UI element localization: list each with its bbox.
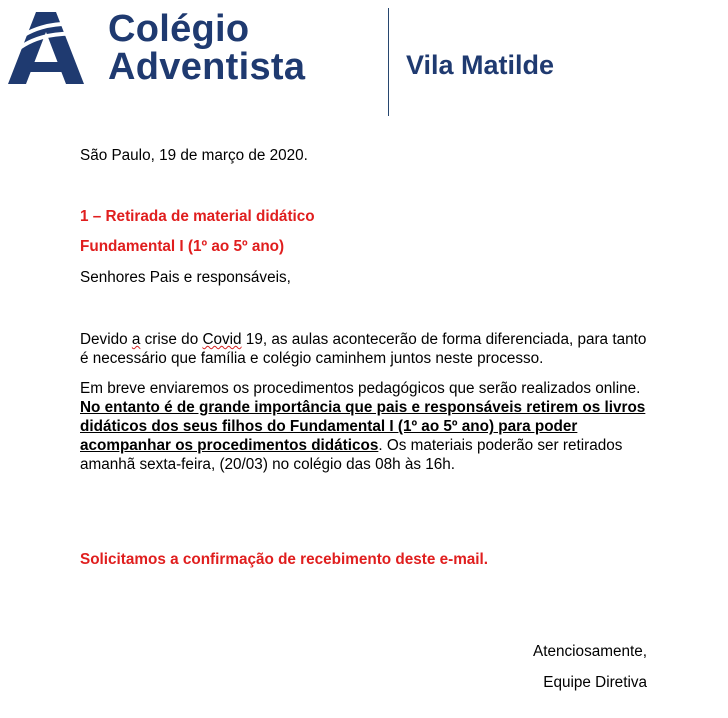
spelling-flag-covid: Covid: [202, 331, 242, 348]
school-unit-name: Vila Matilde: [406, 50, 555, 80]
para2-post: . Os materiais poderão ser retirados amanhã sexta-feira, (20/03) no colégio das 08h às 16h.: [80, 437, 623, 473]
para1-post: 19, as aulas acontecerão de forma diferenciada, para tanto é necessário que família e colégio caminhem juntos neste processo.: [80, 331, 647, 367]
section-heading: 1 – Retirada de material didático: [80, 208, 315, 225]
closing: Atenciosamente,: [533, 643, 647, 660]
paragraph-materials: [80, 379, 650, 474]
school-logo-wordmark: [108, 10, 305, 86]
para1-pre: Devido: [80, 331, 132, 348]
date-line: São Paulo, 19 de março de 2020.: [80, 147, 308, 164]
grammar-flag-a: a: [131, 331, 141, 348]
paragraph-covid: [80, 330, 650, 368]
logo-line-1: Colégio: [108, 8, 250, 50]
adventist-logo-icon: [8, 12, 84, 84]
salutation: Senhores Pais e responsáveis,: [80, 269, 291, 286]
para2-emphasis: No entanto é de grande importância que pais e responsáveis retirem os livros didáticos dos seus filhos do Fundamental I (1º ao 5º ano) para poder acompanhar os procedimentos didáticos: [80, 399, 646, 454]
confirmation-request: Solicitamos a confirmação de recebimento deste e-mail.: [80, 551, 489, 568]
header-divider: [388, 8, 389, 116]
para1-mid: crise do: [140, 331, 203, 348]
letterhead: [0, 0, 728, 125]
signature: Equipe Diretiva: [543, 674, 647, 691]
section-subheading: Fundamental I (1º ao 5º ano): [80, 238, 285, 255]
logo-line-2: Adventista: [108, 46, 306, 88]
para2-pre: Em breve enviaremos os procedimentos pedagógicos que serão realizados online.: [80, 380, 641, 397]
